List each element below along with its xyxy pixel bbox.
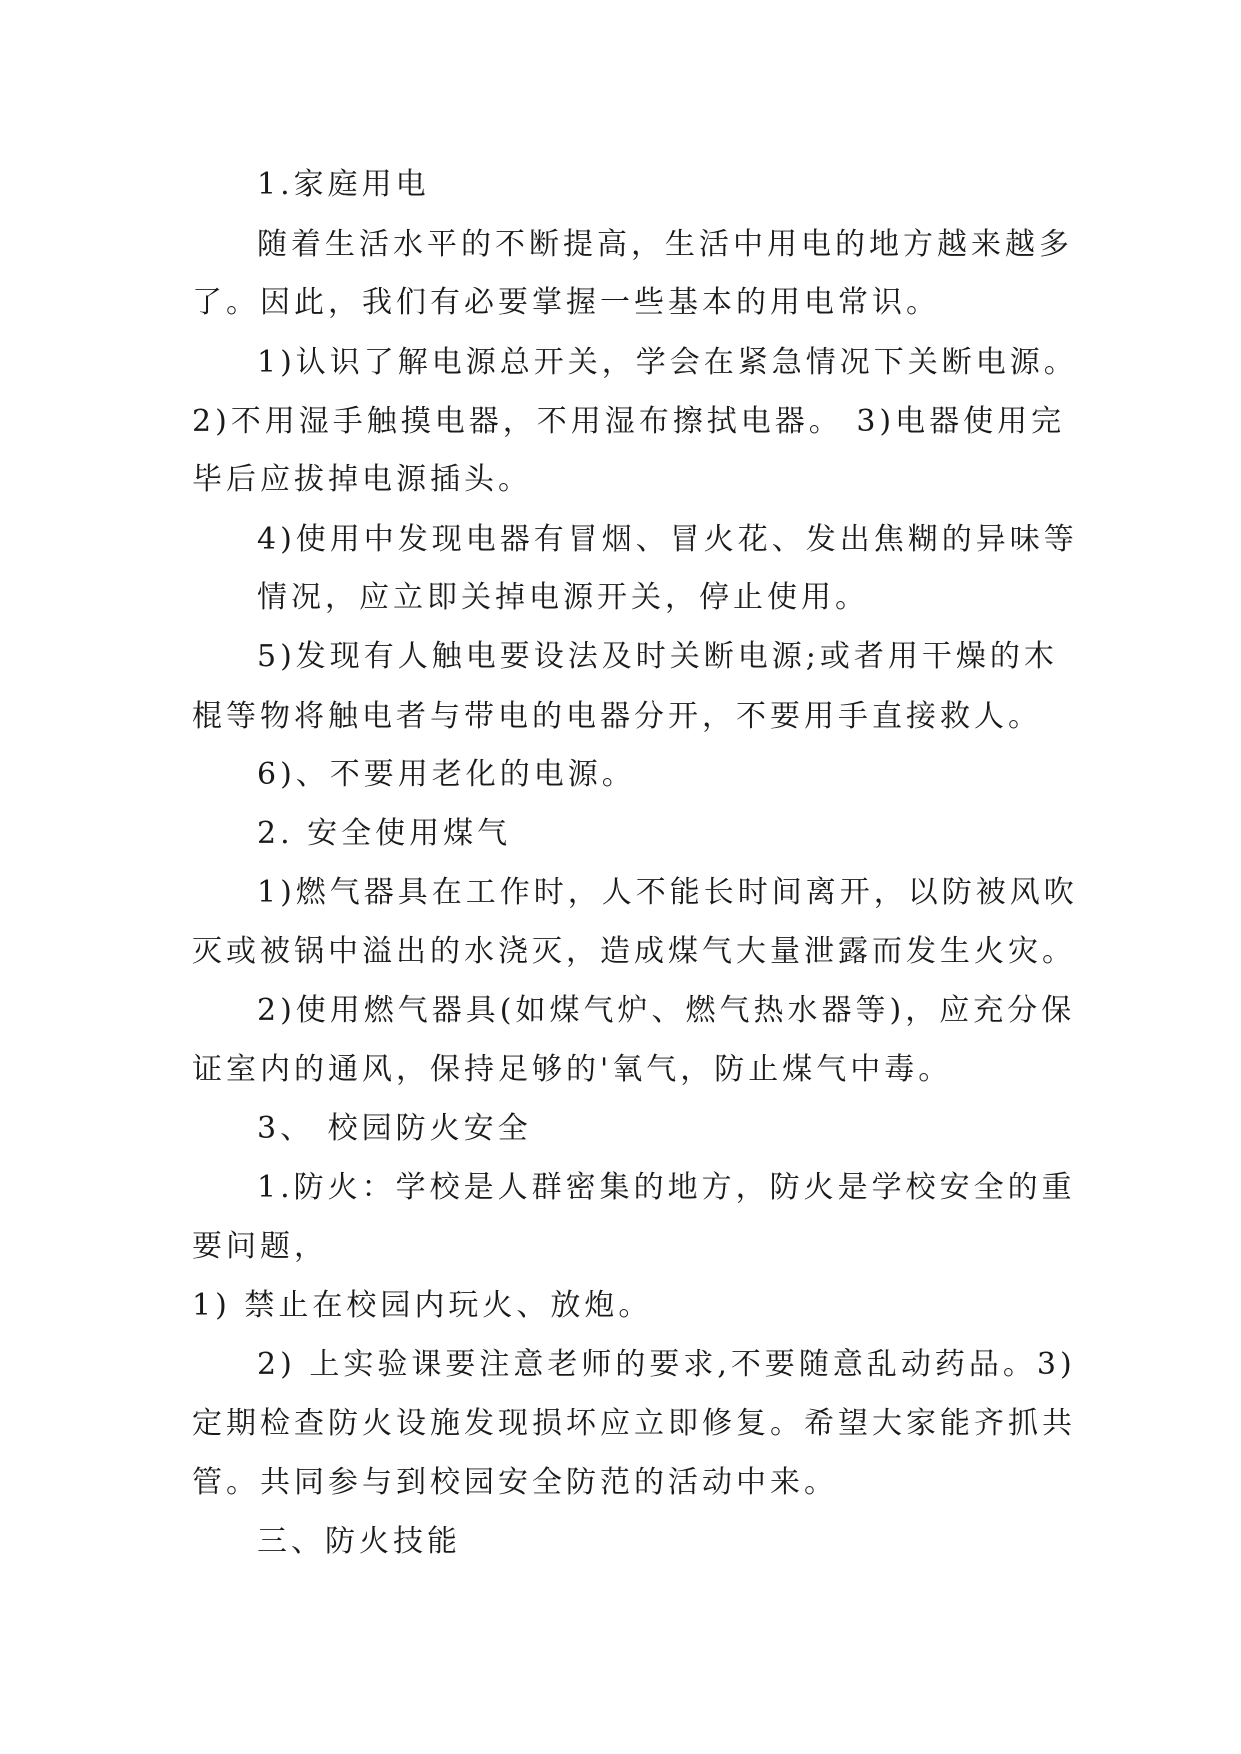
paragraph-line: 随着生活水平的不断提高，生活中用电的地方越来越多 <box>257 227 1073 262</box>
paragraph-line: 5)发现有人触电要设法及时关断电源;或者用干燥的木 <box>257 639 1058 674</box>
paragraph-line: 定期检查防火设施发现损坏应立即修复。希望大家能齐抓共 <box>192 1406 1076 1441</box>
paragraph-line: 2)不用湿手触摸电器，不用湿布擦拭电器。 3)电器使用完 <box>192 404 1066 439</box>
heading-household-electricity: 1.家庭用电 <box>257 167 430 202</box>
paragraph-line: 情况，应立即关掉电源开关，停止使用。 <box>257 580 869 615</box>
paragraph-line: 证室内的通风，保持足够的'氧气，防止煤气中毒。 <box>192 1052 953 1087</box>
heading-fire-skills: 三、防火技能 <box>257 1524 461 1559</box>
paragraph-line: 6)、不要用老化的电源。 <box>257 757 636 792</box>
paragraph-line: 棍等物将触电者与带电的电器分开，不要用手直接救人。 <box>192 699 1042 734</box>
paragraph-line: 2)使用燃气器具(如煤气炉、燃气热水器等)，应充分保 <box>257 993 1076 1028</box>
paragraph-line: 1) 禁止在校园内玩火、放炮。 <box>192 1288 653 1323</box>
paragraph-line: 1.防火：学校是人群密集的地方，防火是学校安全的重 <box>257 1170 1076 1205</box>
paragraph-line: 管。共同参与到校园安全防范的活动中来。 <box>192 1465 838 1500</box>
heading-campus-fire-safety: 3、 校园防火安全 <box>257 1111 532 1146</box>
heading-gas-safety: 2. 安全使用煤气 <box>257 816 512 851</box>
paragraph-line: 2) 上实验课要注意老师的要求,不要随意乱动药品。3) <box>257 1347 1076 1382</box>
paragraph-line: 了。因此，我们有必要掌握一些基本的用电常识。 <box>192 285 940 320</box>
paragraph-line: 要问题， <box>192 1229 328 1264</box>
paragraph-line: 灭或被锅中溢出的水浇灭，造成煤气大量泄露而发生火灾。 <box>192 934 1076 969</box>
paragraph-line: 1)燃气器具在工作时，人不能长时间离开，以防被风吹 <box>257 875 1078 910</box>
paragraph-line: 4)使用中发现电器有冒烟、冒火花、发出焦糊的异味等 <box>257 522 1078 557</box>
paragraph-line: 1)认识了解电源总开关，学会在紧急情况下关断电源。 <box>257 345 1078 380</box>
paragraph-line: 毕后应拔掉电源插头。 <box>192 462 532 497</box>
